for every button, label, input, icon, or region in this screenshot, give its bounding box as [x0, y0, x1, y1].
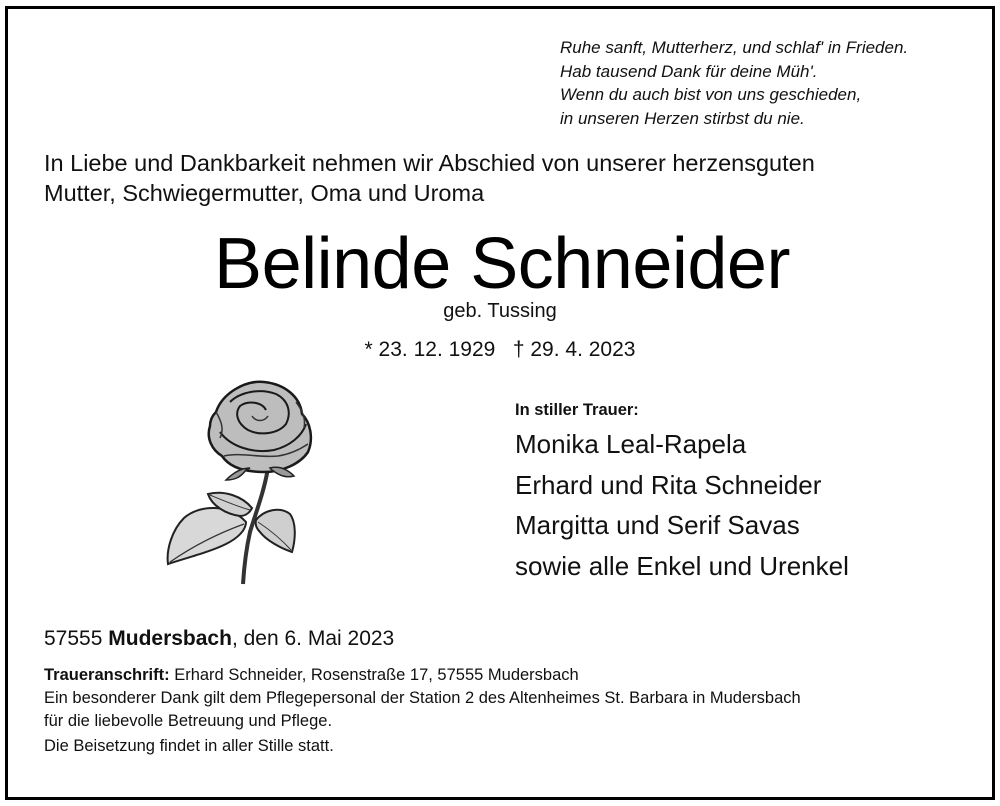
- poem-line: Wenn du auch bist von uns geschieden,: [560, 85, 862, 104]
- burial-note: Die Beisetzung findet in aller Stille statt.: [44, 737, 334, 755]
- rose-icon: [160, 372, 340, 587]
- place-and-date: [44, 626, 394, 652]
- birth-date: * 23. 12. 1929: [364, 338, 496, 361]
- life-dates: [0, 337, 1000, 363]
- poem-line: Ruhe sanft, Mutterherz, und schlaf' in Frieden.: [560, 38, 909, 57]
- intro-line: Mutter, Schwiegermutter, Oma und Uroma: [44, 180, 485, 206]
- intro-line: In Liebe und Dankbarkeit nehmen wir Abschied von unserer herzensguten: [44, 150, 815, 176]
- maiden-name: geb. Tussing: [443, 300, 557, 322]
- mourners-heading: In stiller Trauer:: [515, 401, 639, 419]
- thanks-line: für die liebevolle Betreuung und Pflege.: [44, 712, 333, 730]
- town: Mudersbach: [108, 627, 232, 650]
- death-date: † 29. 4. 2023: [512, 338, 636, 361]
- poem: [560, 36, 908, 130]
- mourner-name: Erhard und Rita Schneider: [515, 469, 822, 500]
- mourning-address: [44, 664, 801, 687]
- mourner-name: Monika Leal-Rapela: [515, 429, 747, 459]
- notes: [44, 664, 801, 758]
- address-text: Erhard Schneider, Rosenstraße 17, 57555 Mudersbach: [169, 666, 579, 684]
- address-label: Traueranschrift:: [44, 666, 170, 684]
- deceased-name: Belinde Schneider: [214, 224, 790, 304]
- postcode: 57555: [44, 627, 103, 650]
- mourner-name: sowie alle Enkel und Urenkel: [515, 550, 849, 581]
- mourner-name: Margitta und Serif Savas: [515, 510, 800, 540]
- poem-line: in unseren Herzen stirbst du nie.: [560, 108, 805, 128]
- mourners-list: [515, 424, 849, 586]
- notice-date: , den 6. Mai 2023: [231, 627, 395, 650]
- poem-line: Hab tausend Dank für deine Müh'.: [560, 61, 818, 81]
- intro-text: [44, 148, 815, 208]
- thanks-line: Ein besonderer Dank gilt dem Pflegepersonal der Station 2 des Altenheimes St. Barbara in Mudersbach: [44, 689, 801, 707]
